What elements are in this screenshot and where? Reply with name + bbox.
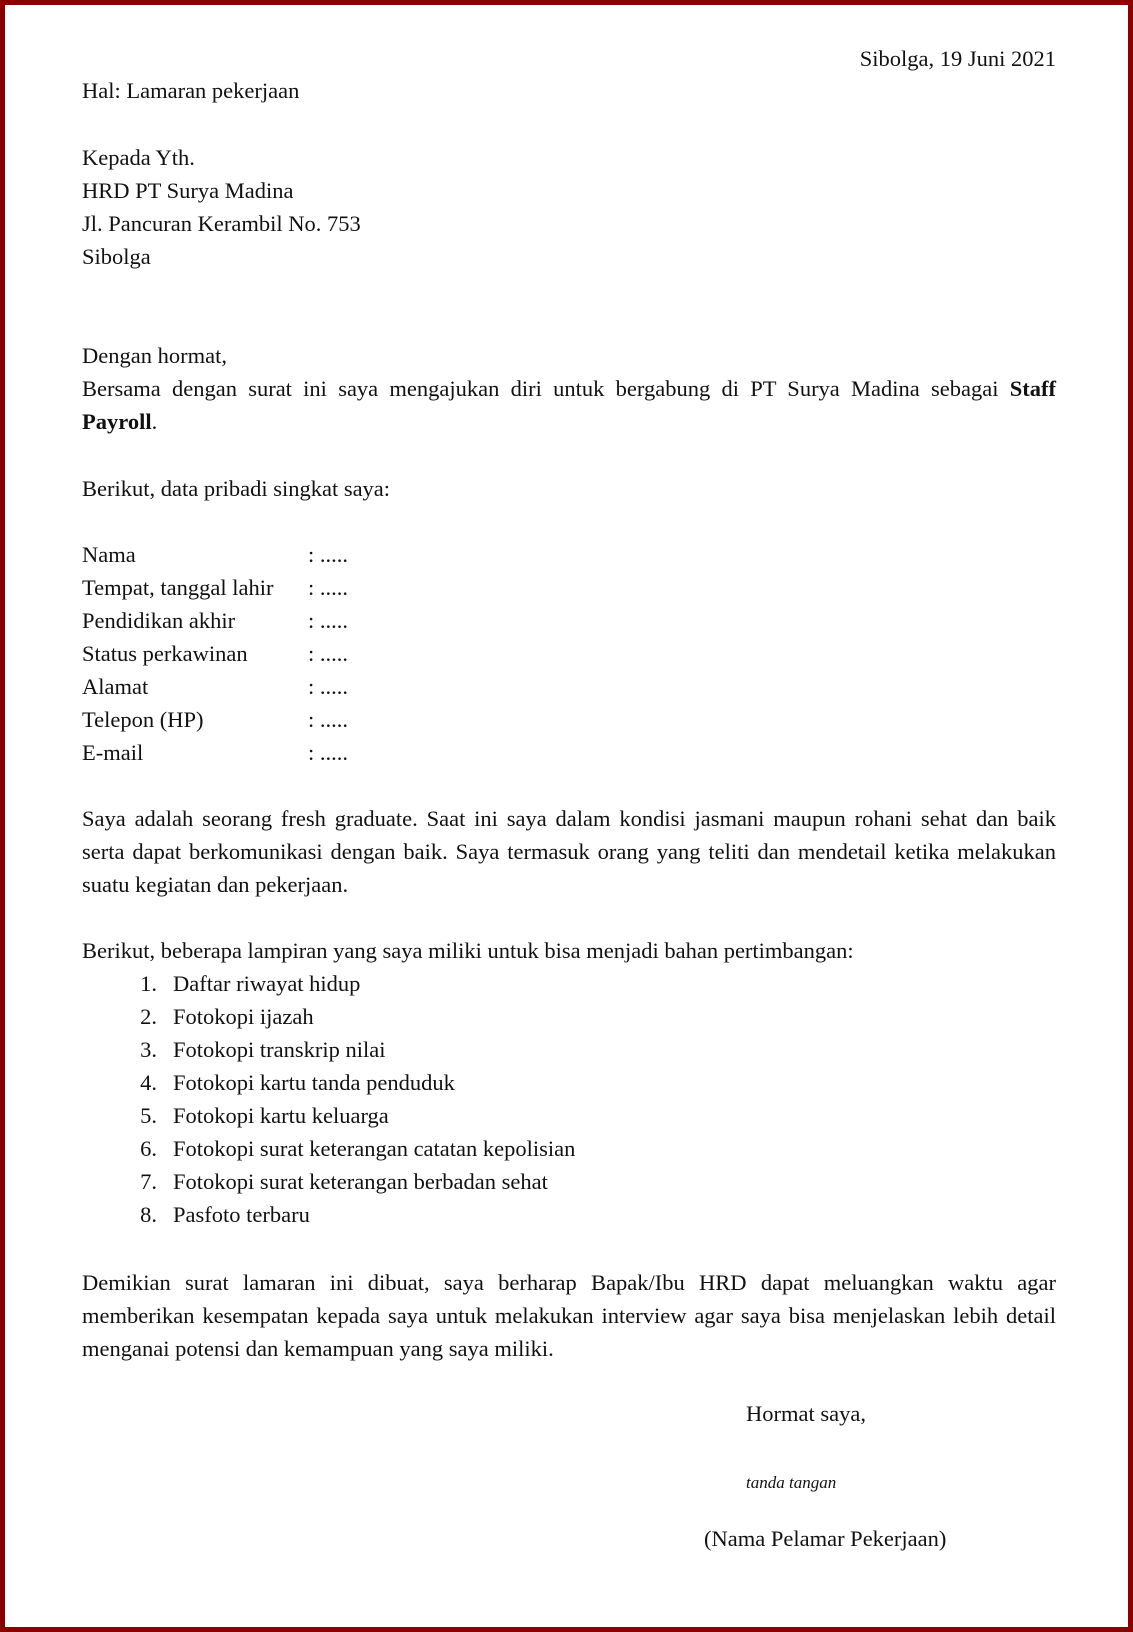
data-value: : ..... xyxy=(308,542,349,567)
list-text: Fotokopi surat keterangan catatan kepolisian xyxy=(173,1136,576,1161)
opening-paragraph xyxy=(82,372,1056,438)
data-row-status xyxy=(82,637,348,670)
closing-paragraph: Demikian surat lamaran ini dibuat, saya berharap Bapak/Ibu HRD dapat meluangkan waktu agar memberikan kesempatan kepada saya untuk melakukan interview agar saya bisa menjelaskan lebih detail menganai potensi dan kemampuan yang saya miliki. xyxy=(82,1270,1056,1361)
applied-position: Staff Payroll xyxy=(82,376,1056,434)
list-item xyxy=(82,1033,575,1066)
list-number: 6. xyxy=(140,1136,157,1161)
attachments-intro: Berikut, beberapa lampiran yang saya miliki untuk bisa menjadi bahan pertimbangan: xyxy=(82,938,854,963)
attachments-list xyxy=(82,967,575,1231)
data-row-ttl xyxy=(82,571,348,604)
list-number: 4. xyxy=(140,1070,157,1095)
self-description-paragraph: Saya adalah seorang fresh graduate. Saat ini saya dalam kondisi jasmani maupun rohani sehat dan baik serta dapat berkomunikasi dengan baik. Saya termasuk orang yang teliti dan mendetail ketika melakukan suatu kegiatan dan pekerjaan. xyxy=(82,806,1056,897)
data-row-nama xyxy=(82,538,348,571)
closing-salutation: Hormat saya, xyxy=(746,1401,866,1426)
signer-name: (Nama Pelamar Pekerjaan) xyxy=(704,1526,947,1551)
letter-subject: Hal: Lamaran pekerjaan xyxy=(82,78,300,103)
data-row-telepon xyxy=(82,703,348,736)
data-value: : ..... xyxy=(308,575,349,600)
recipient-city: Sibolga xyxy=(82,244,151,269)
data-label: Pendidikan akhir xyxy=(82,608,236,633)
opening-text: Bersama dengan surat ini saya mengajukan diri untuk bergabung di PT Surya Madina sebagai xyxy=(82,376,1010,401)
list-item xyxy=(82,1132,575,1165)
list-text: Fotokopi surat keterangan berbadan sehat xyxy=(173,1169,548,1194)
list-number: 2. xyxy=(140,1004,157,1029)
recipient-salutation: Kepada Yth. xyxy=(82,145,195,170)
recipient-name: HRD PT Surya Madina xyxy=(82,178,294,203)
data-value: : ..... xyxy=(308,740,349,765)
list-item xyxy=(82,1099,575,1132)
list-item xyxy=(82,1198,575,1231)
list-number: 3. xyxy=(140,1037,157,1062)
data-label: Telepon (HP) xyxy=(82,707,204,732)
list-text: Fotokopi kartu keluarga xyxy=(173,1103,389,1128)
data-value: : ..... xyxy=(308,674,349,699)
list-number: 7. xyxy=(140,1169,157,1194)
list-text: Fotokopi ijazah xyxy=(173,1004,314,1029)
data-label: Tempat, tanggal lahir xyxy=(82,575,274,600)
data-row-alamat xyxy=(82,670,348,703)
data-label: Nama xyxy=(82,542,136,567)
recipient-address: Jl. Pancuran Kerambil No. 753 xyxy=(82,211,361,236)
place-date: Sibolga, 19 Juni 2021 xyxy=(859,46,1056,71)
list-number: 5. xyxy=(140,1103,157,1128)
personal-data-intro: Berikut, data pribadi singkat saya: xyxy=(82,476,391,501)
data-label: E-mail xyxy=(82,740,144,765)
data-label: Alamat xyxy=(82,674,149,699)
list-text: Fotokopi transkrip nilai xyxy=(173,1037,386,1062)
list-number: 1. xyxy=(140,971,157,996)
list-number: 8. xyxy=(140,1202,157,1227)
list-item xyxy=(82,1066,575,1099)
data-value: : ..... xyxy=(308,608,349,633)
greeting: Dengan hormat, xyxy=(82,343,227,368)
list-item xyxy=(82,1165,575,1198)
opening-end: . xyxy=(151,409,158,434)
list-text: Pasfoto terbaru xyxy=(173,1202,310,1227)
personal-data-table xyxy=(82,538,348,769)
data-row-email xyxy=(82,736,348,769)
list-text: Daftar riwayat hidup xyxy=(173,971,361,996)
data-label: Status perkawinan xyxy=(82,641,248,666)
list-item xyxy=(82,1000,575,1033)
list-text: Fotokopi kartu tanda penduduk xyxy=(173,1070,455,1095)
data-value: : ..... xyxy=(308,641,349,666)
data-value: : ..... xyxy=(308,707,349,732)
recipient-block xyxy=(82,141,361,273)
signature-placeholder: tanda tangan xyxy=(746,1473,837,1492)
list-item xyxy=(82,967,575,1000)
data-row-pendidikan xyxy=(82,604,348,637)
